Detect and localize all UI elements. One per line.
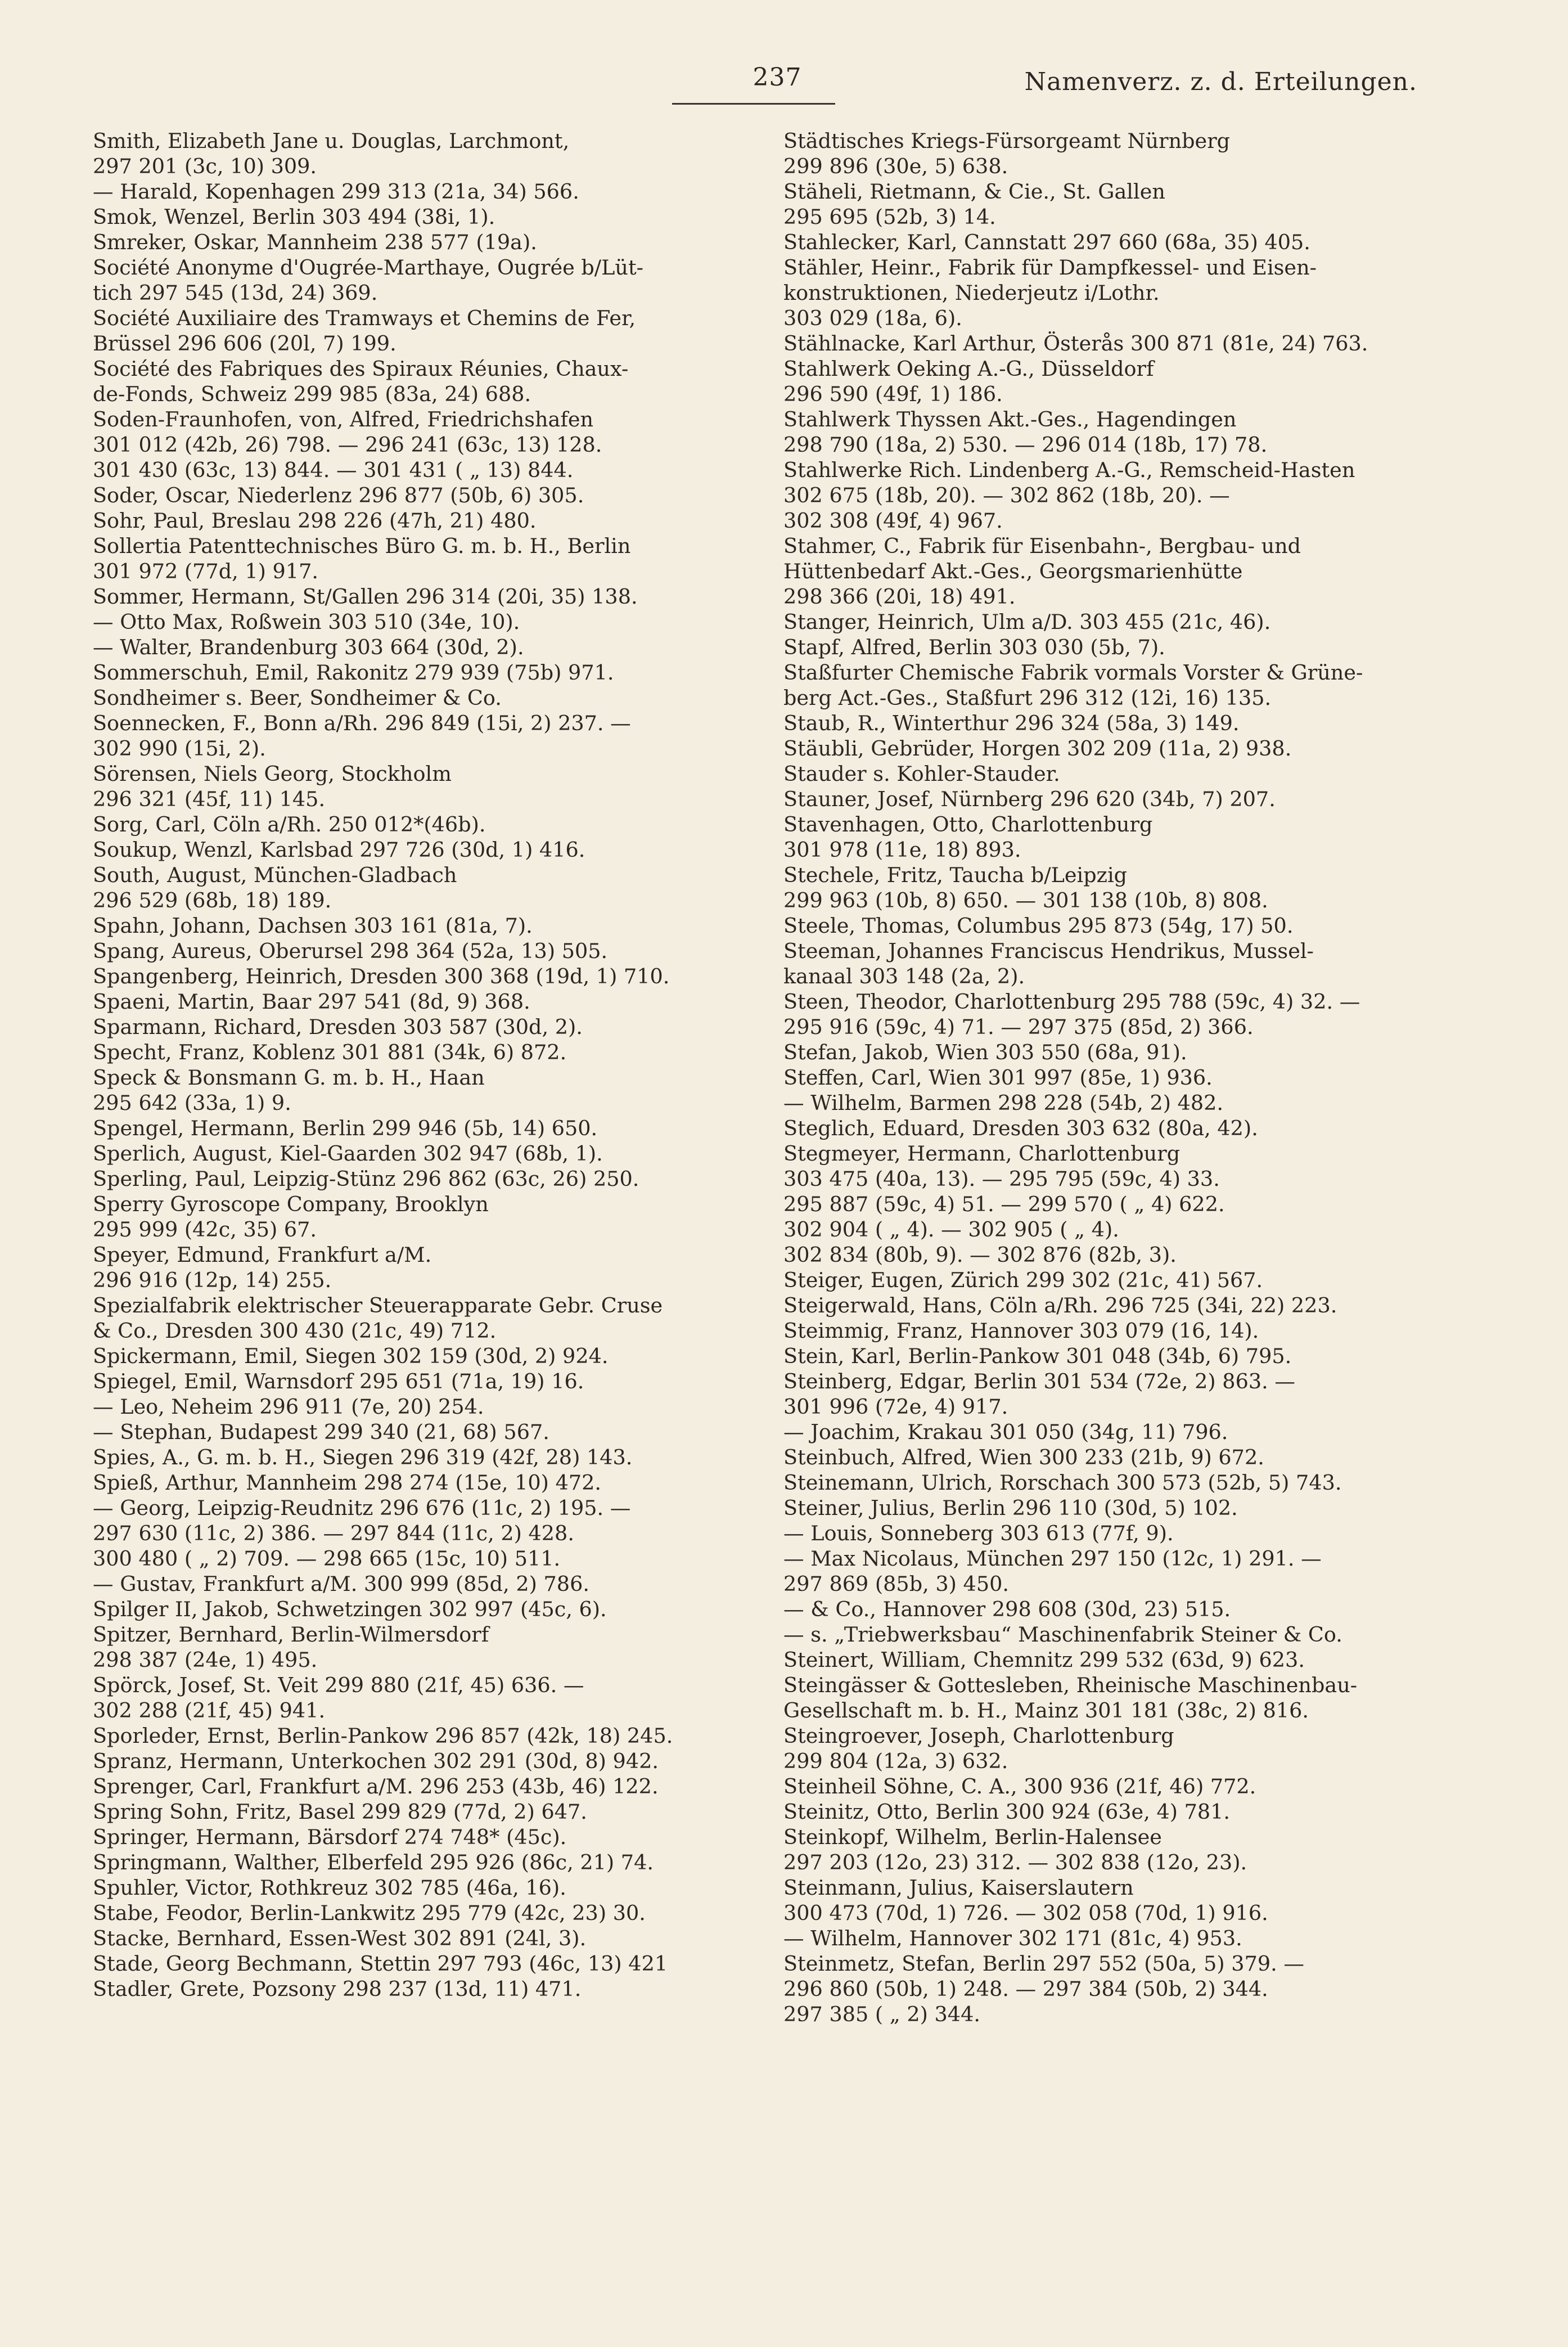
- entry-continuation-line: 301 012 (42b, 26) 798. — 296 241 (63c, 13) 128.: [93, 433, 602, 457]
- index-entry: [783, 255, 1436, 331]
- index-entry: [783, 635, 1436, 660]
- entry-line: Sollertia Patenttechnisches Büro G. m. b. H., Berlin: [93, 534, 631, 558]
- entry-line: Stacke, Bernhard, Essen-West 302 891 (24l, 3).: [93, 1926, 587, 1950]
- index-entry: [783, 230, 1436, 255]
- entry-line: Sondheimer s. Beer, Sondheimer & Co.: [93, 686, 502, 710]
- entry-line: — Georg, Leipzig-Reudnitz 296 676 (11c, 2) 195. —: [93, 1496, 631, 1520]
- index-entry: [783, 1647, 1436, 1672]
- index-entry: [783, 407, 1436, 457]
- entry-line: Spahn, Johann, Dachsen 303 161 (81a, 7).: [93, 914, 533, 938]
- index-entry: [783, 128, 1436, 179]
- entry-line: Société Anonyme d'Ougrée-Marthaye, Ougrée b/Lüt-: [93, 255, 644, 280]
- entry-line: Spitzer, Bernhard, Berlin-Wilmersdorf: [93, 1622, 489, 1647]
- entry-line: Steinitz, Otto, Berlin 300 924 (63e, 4) 781.: [783, 1800, 1231, 1824]
- entry-continuation-line: 300 480 ( „ 2) 709. — 298 665 (15c, 10) 511.: [93, 1546, 561, 1571]
- index-entry: [93, 584, 745, 609]
- index-entry: [783, 1521, 1436, 1546]
- entry-continuation-line: kanaal 303 148 (2a, 2).: [783, 964, 1025, 988]
- entry-line: Spengel, Hermann, Berlin 299 946 (5b, 14) 650.: [93, 1116, 598, 1140]
- index-entry: [783, 356, 1436, 407]
- entry-line: Springer, Hermann, Bärsdorf 274 748* (45c).: [93, 1825, 567, 1849]
- index-entry: [93, 407, 745, 483]
- index-entry: [93, 1343, 745, 1369]
- index-entry: [93, 483, 745, 508]
- entry-line: Spilger II, Jakob, Schwetzingen 302 997 (45c, 6).: [93, 1597, 607, 1621]
- entry-line: Steinmann, Julius, Kaiserslautern: [783, 1876, 1134, 1900]
- index-entry: [93, 1141, 745, 1166]
- index-entry: [93, 1875, 745, 1900]
- entry-line: Springmann, Walther, Elberfeld 295 926 (86c, 21) 74.: [93, 1850, 654, 1874]
- index-entry: [783, 1267, 1436, 1293]
- entry-continuation-line: 296 321 (45f, 11) 145.: [93, 787, 326, 811]
- index-entry: [783, 1065, 1436, 1090]
- entry-line: Sparmann, Richard, Dresden 303 587 (30d, 2).: [93, 1015, 583, 1039]
- index-entry: [783, 786, 1436, 812]
- entry-continuation-line: 302 990 (15i, 2).: [93, 736, 266, 761]
- entry-line: Stavenhagen, Otto, Charlottenburg: [783, 812, 1153, 837]
- entry-line: Spezialfabrik elektrischer Steuerapparate Gebr. Cruse: [93, 1293, 663, 1318]
- index-entry: [783, 609, 1436, 635]
- index-entry: [93, 255, 745, 305]
- entry-continuation-line: Hüttenbedarf Akt.-Ges., Georgsmarienhütte: [783, 559, 1243, 583]
- entry-continuation-line: 295 642 (33a, 1) 9.: [93, 1091, 291, 1115]
- entry-line: Soder, Oscar, Niederlenz 296 877 (50b, 6) 305.: [93, 483, 584, 507]
- index-entry: [783, 1343, 1436, 1369]
- entry-line: Steen, Theodor, Charlottenburg 295 788 (59c, 4) 32. —: [783, 990, 1360, 1014]
- entry-line: Staßfurter Chemische Fabrik vormals Vorster & Grüne-: [783, 660, 1363, 685]
- entry-continuation-line: 303 029 (18a, 6).: [783, 306, 962, 330]
- entry-line: Steimmig, Franz, Hannover 303 079 (16, 14).: [783, 1319, 1259, 1343]
- entry-line: Stanger, Heinrich, Ulm a/D. 303 455 (21c, 46).: [783, 610, 1271, 634]
- entry-continuation-line: 298 366 (20i, 18) 491.: [783, 584, 1016, 609]
- index-entry: [783, 1293, 1436, 1318]
- entry-line: — Harald, Kopenhagen 299 313 (21a, 34) 566.: [93, 179, 579, 204]
- entry-line: Stapf, Alfred, Berlin 303 030 (5b, 7).: [783, 635, 1165, 659]
- index-entry: [93, 1394, 745, 1419]
- entry-line: — Stephan, Budapest 299 340 (21, 68) 567.: [93, 1420, 549, 1444]
- index-entry: [783, 711, 1436, 736]
- entry-continuation-line: 297 203 (12o, 23) 312. — 302 838 (12o, 23).: [783, 1850, 1247, 1874]
- entry-line: Speyer, Edmund, Frankfurt a/M.: [93, 1243, 432, 1267]
- entry-line: Steele, Thomas, Columbus 295 873 (54g, 17) 50.: [783, 914, 1294, 938]
- entry-line: Sorg, Carl, Cöln a/Rh. 250 012*(46b).: [93, 812, 486, 837]
- index-entry: [783, 1597, 1436, 1622]
- header-rule: [672, 103, 835, 105]
- entry-line: Sprenger, Carl, Frankfurt a/M. 296 253 (43b, 46) 122.: [93, 1774, 659, 1799]
- index-entry: [783, 1141, 1436, 1267]
- entry-line: Soukup, Wenzl, Karlsbad 297 726 (30d, 1) 416.: [93, 838, 585, 862]
- entry-continuation-line: 302 834 (80b, 9). — 302 876 (82b, 3).: [783, 1243, 1177, 1267]
- entry-line: Sohr, Paul, Breslau 298 226 (47h, 21) 480.: [93, 509, 537, 533]
- entry-line: Stegmeyer, Hermann, Charlottenburg: [783, 1141, 1180, 1166]
- entry-continuation-line: 295 695 (52b, 3) 14.: [783, 205, 996, 229]
- entry-continuation-line: Brüssel 296 606 (20l, 7) 199.: [93, 331, 396, 356]
- index-entry: [783, 1445, 1436, 1470]
- entry-line: Steingässer & Gottesleben, Rheinische Maschinenbau-: [783, 1673, 1358, 1697]
- entry-continuation-line: 297 630 (11c, 2) 386. — 297 844 (11c, 2) 428.: [93, 1521, 574, 1545]
- entry-continuation-line: 298 387 (24e, 1) 495.: [93, 1648, 318, 1672]
- entry-line: Stahlecker, Karl, Cannstatt 297 660 (68a, 35) 405.: [783, 230, 1310, 254]
- index-entry: [93, 609, 745, 635]
- index-entry: [783, 1318, 1436, 1343]
- entry-line: Steglich, Eduard, Dresden 303 632 (80a, 42).: [783, 1116, 1258, 1140]
- entry-line: Staub, R., Winterthur 296 324 (58a, 3) 149.: [783, 711, 1240, 735]
- entry-line: Stefan, Jakob, Wien 303 550 (68a, 91).: [783, 1040, 1187, 1064]
- entry-line: Spuhler, Victor, Rothkreuz 302 785 (46a, 16).: [93, 1876, 566, 1900]
- entry-line: Steinert, William, Chemnitz 299 532 (63d, 9) 623.: [783, 1648, 1305, 1672]
- entry-continuation-line: 299 896 (30e, 5) 638.: [783, 154, 1008, 178]
- index-entry: [93, 128, 745, 179]
- index-entry: [93, 305, 745, 356]
- right-column: [783, 128, 1436, 2027]
- entry-continuation-line: 301 978 (11e, 18) 893.: [783, 838, 1021, 862]
- entry-continuation-line: 301 996 (72e, 4) 917.: [783, 1395, 1008, 1419]
- index-entry: [783, 1799, 1436, 1824]
- entry-line: — Max Nicolaus, München 297 150 (12c, 1) 291. —: [783, 1546, 1322, 1571]
- index-entry: [93, 635, 745, 660]
- index-entry: [93, 1622, 745, 1672]
- index-entry: [93, 1116, 745, 1141]
- entry-continuation-line: 301 972 (77d, 1) 917.: [93, 559, 318, 583]
- entry-continuation-line: 299 963 (10b, 8) 650. — 301 138 (10b, 8) 808.: [783, 888, 1268, 912]
- index-entry: [93, 1495, 745, 1571]
- entry-line: — s. „Triebwerksbau“ Maschinenfabrik Steiner & Co.: [783, 1622, 1342, 1647]
- index-entry: [783, 1116, 1436, 1141]
- index-entry: [783, 989, 1436, 1040]
- entry-line: Speck & Bonsmann G. m. b. H., Haan: [93, 1065, 485, 1090]
- entry-continuation-line: 298 790 (18a, 2) 530. — 296 014 (18b, 17) 78.: [783, 433, 1268, 457]
- index-entry: [783, 1875, 1436, 1926]
- entry-line: Stabe, Feodor, Berlin-Lankwitz 295 779 (42c, 23) 30.: [93, 1901, 646, 1925]
- index-entry: [93, 660, 745, 685]
- entry-line: Steigerwald, Hans, Cöln a/Rh. 296 725 (34i, 22) 223.: [783, 1293, 1337, 1318]
- entry-line: Stahlwerk Thyssen Akt.-Ges., Hagendingen: [783, 407, 1237, 431]
- index-entry: [93, 685, 745, 711]
- index-entry: [93, 508, 745, 533]
- entry-continuation-line: konstruktionen, Niederjeutz i/Lothr.: [783, 281, 1160, 305]
- entry-line: Stähler, Heinr., Fabrik für Dampfkessel- und Eisen-: [783, 255, 1317, 280]
- entry-line: Spickermann, Emil, Siegen 302 159 (30d, 2) 924.: [93, 1344, 609, 1368]
- entry-line: Société Auxiliaire des Tramways et Chemins de Fer,: [93, 306, 636, 330]
- index-entry: [783, 1419, 1436, 1445]
- index-entry: [783, 179, 1436, 230]
- entry-continuation-line: 300 473 (70d, 1) 726. — 302 058 (70d, 1) 916.: [783, 1901, 1268, 1925]
- index-entry: [783, 660, 1436, 711]
- entry-line: Steinkopf, Wilhelm, Berlin-Halensee: [783, 1825, 1162, 1849]
- entry-continuation-line: Gesellschaft m. b. H., Mainz 301 181 (38c, 2) 816.: [783, 1698, 1309, 1723]
- index-entry: [93, 1293, 745, 1343]
- index-entry: [93, 1774, 745, 1799]
- index-entry: [93, 989, 745, 1014]
- entry-line: Specht, Franz, Koblenz 301 881 (34k, 6) 872.: [93, 1040, 567, 1064]
- entry-line: Spiegel, Emil, Warnsdorf 295 651 (71a, 19) 16.: [93, 1369, 584, 1393]
- index-entry: [93, 1419, 745, 1445]
- index-entry: [783, 331, 1436, 356]
- index-entry: [93, 179, 745, 204]
- index-entry: [93, 230, 745, 255]
- index-entry: [783, 457, 1436, 533]
- index-entry: [93, 356, 745, 407]
- entry-continuation-line: 296 916 (12p, 14) 255.: [93, 1268, 332, 1292]
- entry-line: Spies, A., G. m. b. H., Siegen 296 319 (42f, 28) 143.: [93, 1445, 633, 1469]
- entry-line: — Leo, Neheim 296 911 (7e, 20) 254.: [93, 1395, 484, 1419]
- entry-line: Steinmetz, Stefan, Berlin 297 552 (50a, 5) 379. —: [783, 1952, 1304, 1976]
- index-entry: [783, 1369, 1436, 1419]
- entry-line: Sperling, Paul, Leipzig-Stünz 296 862 (63c, 26) 250.: [93, 1167, 639, 1191]
- entry-line: — Otto Max, Roßwein 303 510 (34e, 10).: [93, 610, 520, 634]
- index-entry: [93, 1976, 745, 2002]
- index-entry: [783, 1622, 1436, 1647]
- entry-continuation-line: 302 308 (49f, 4) 967.: [783, 509, 1003, 533]
- entry-line: Stade, Georg Bechmann, Stettin 297 793 (46c, 13) 421: [93, 1952, 668, 1976]
- index-entry: [93, 812, 745, 837]
- index-entry: [783, 533, 1436, 609]
- entry-line: Spranz, Hermann, Unterkochen 302 291 (30d, 8) 942.: [93, 1749, 659, 1773]
- index-entry: [93, 711, 745, 761]
- index-entry: [783, 913, 1436, 938]
- entry-line: Sporleder, Ernst, Berlin-Pankow 296 857 (42k, 18) 245.: [93, 1724, 673, 1748]
- entry-continuation-line: 295 999 (42c, 35) 67.: [93, 1217, 317, 1242]
- entry-line: Stahlwerke Rich. Lindenberg A.-G., Remscheid-Hasten: [783, 458, 1355, 482]
- entry-line: Sommer, Hermann, St/Gallen 296 314 (20i, 35) 138.: [93, 584, 638, 609]
- index-entry: [93, 1850, 745, 1875]
- index-entry: [93, 1926, 745, 1951]
- index-entry: [93, 1900, 745, 1926]
- index-entry: [93, 1748, 745, 1774]
- entry-line: Spieß, Arthur, Mannheim 298 274 (15e, 10) 472.: [93, 1471, 602, 1495]
- entry-line: South, August, München-Gladbach: [93, 863, 457, 887]
- entry-continuation-line: 297 201 (3c, 10) 309.: [93, 154, 317, 178]
- index-entry: [93, 1065, 745, 1116]
- entry-line: Smith, Elizabeth Jane u. Douglas, Larchmont,: [93, 129, 570, 153]
- entry-line: Stadler, Grete, Pozsony 298 237 (13d, 11) 471.: [93, 1977, 582, 2001]
- entry-line: Steinbuch, Alfred, Wien 300 233 (21b, 9) 672.: [783, 1445, 1264, 1469]
- index-entry: [783, 1926, 1436, 1951]
- index-entry: [93, 1470, 745, 1495]
- index-entry: [93, 1369, 745, 1394]
- index-entry: [783, 1672, 1436, 1723]
- entry-continuation-line: 297 869 (85b, 3) 450.: [783, 1572, 1009, 1596]
- entry-continuation-line: 303 475 (40a, 13). — 295 795 (59c, 4) 33.: [783, 1167, 1220, 1191]
- entry-line: — Joachim, Krakau 301 050 (34g, 11) 796.: [783, 1420, 1228, 1444]
- index-entry: [93, 913, 745, 938]
- index-entry: [783, 1495, 1436, 1521]
- index-entry: [93, 862, 745, 913]
- entry-line: — Gustav, Frankfurt a/M. 300 999 (85d, 2) 786.: [93, 1572, 589, 1596]
- entry-line: Spring Sohn, Fritz, Basel 299 829 (77d, 2) 647.: [93, 1800, 587, 1824]
- entry-continuation-line: de-Fonds, Schweiz 299 985 (83a, 24) 688.: [93, 382, 531, 406]
- index-entry: [93, 761, 745, 812]
- entry-continuation-line: 295 916 (59c, 4) 71. — 297 375 (85d, 2) 366.: [783, 1015, 1254, 1039]
- entry-continuation-line: 296 860 (50b, 1) 248. — 297 384 (50b, 2) 344.: [783, 1977, 1268, 2001]
- entry-line: Sommerschuh, Emil, Rakonitz 279 939 (75b) 971.: [93, 660, 614, 685]
- entry-line: Stählnacke, Karl Arthur, Österås 300 871 (81e, 24) 763.: [783, 331, 1368, 356]
- entry-line: Steinberg, Edgar, Berlin 301 534 (72e, 2) 863. —: [783, 1369, 1295, 1393]
- index-entry: [783, 736, 1436, 761]
- entry-line: Steiger, Eugen, Zürich 299 302 (21c, 41) 567.: [783, 1268, 1263, 1292]
- entry-continuation-line: 297 385 ( „ 2) 344.: [783, 2002, 980, 2026]
- entry-line: — & Co., Hannover 298 608 (30d, 23) 515.: [783, 1597, 1231, 1621]
- entry-continuation-line: 295 887 (59c, 4) 51. — 299 570 ( „ 4) 622.: [783, 1192, 1225, 1216]
- index-entry: [93, 1723, 745, 1748]
- index-entry: [93, 964, 745, 989]
- entry-line: Sörensen, Niels Georg, Stockholm: [93, 762, 452, 786]
- page-number: 237: [753, 63, 802, 92]
- entry-line: Spang, Aureus, Oberursel 298 364 (52a, 13) 505.: [93, 939, 608, 963]
- index-entry: [93, 1014, 745, 1040]
- index-entry: [93, 1571, 745, 1597]
- entry-continuation-line: 296 590 (49f, 1) 186.: [783, 382, 1003, 406]
- entry-line: Stahmer, C., Fabrik für Eisenbahn-, Bergbau- und: [783, 534, 1301, 558]
- entry-line: Stauner, Josef, Nürnberg 296 620 (34b, 7) 207.: [783, 787, 1276, 811]
- entry-continuation-line: berg Act.-Ges., Staßfurt 296 312 (12i, 16) 135.: [783, 686, 1272, 710]
- entry-line: Stein, Karl, Berlin-Pankow 301 048 (34b, 6) 795.: [783, 1344, 1292, 1368]
- index-entry: [93, 1824, 745, 1850]
- index-entry: [783, 1824, 1436, 1875]
- entry-continuation-line: 302 675 (18b, 20). — 302 862 (18b, 20). —: [783, 483, 1230, 507]
- index-entry: [93, 1672, 745, 1723]
- index-entry: [93, 1166, 745, 1192]
- entry-line: — Wilhelm, Hannover 302 171 (81c, 4) 953.: [783, 1926, 1242, 1950]
- index-entry: [783, 761, 1436, 786]
- index-entry: [93, 837, 745, 862]
- index-entry: [783, 1090, 1436, 1116]
- index-entry: [783, 938, 1436, 989]
- index-entry: [783, 1774, 1436, 1799]
- entry-line: Stechele, Fritz, Taucha b/Leipzig: [783, 863, 1128, 887]
- entry-continuation-line: 301 430 (63c, 13) 844. — 301 431 ( „ 13) 844.: [93, 458, 574, 482]
- index-entry: [783, 812, 1436, 862]
- index-entry: [783, 862, 1436, 913]
- index-entry: [93, 1040, 745, 1065]
- entry-line: Smreker, Oskar, Mannheim 238 577 (19a).: [93, 230, 537, 254]
- index-entry: [783, 1470, 1436, 1495]
- entry-line: Steinheil Söhne, C. A., 300 936 (21f, 46) 772.: [783, 1774, 1256, 1799]
- index-entry: [783, 1723, 1436, 1774]
- entry-line: Steeman, Johannes Franciscus Hendrikus, Mussel-: [783, 939, 1314, 963]
- entry-line: Smok, Wenzel, Berlin 303 494 (38i, 1).: [93, 205, 495, 229]
- entry-line: Spörck, Josef, St. Veit 299 880 (21f, 45) 636. —: [93, 1673, 584, 1697]
- entry-continuation-line: 299 804 (12a, 3) 632.: [783, 1749, 1008, 1773]
- index-entry: [93, 1192, 745, 1242]
- entry-line: Stäubli, Gebrüder, Horgen 302 209 (11a, 2) 938.: [783, 736, 1292, 761]
- index-entry: [93, 1951, 745, 1976]
- index-entry: [93, 533, 745, 584]
- entry-line: Stahlwerk Oeking A.-G., Düsseldorf: [783, 357, 1154, 381]
- entry-line: Steiner, Julius, Berlin 296 110 (30d, 5) 102.: [783, 1496, 1238, 1520]
- entry-line: Sperlich, August, Kiel-Gaarden 302 947 (68b, 1).: [93, 1141, 603, 1166]
- entry-line: — Louis, Sonneberg 303 613 (77f, 9).: [783, 1521, 1174, 1545]
- index-entry: [93, 1597, 745, 1622]
- entry-line: — Wilhelm, Barmen 298 228 (54b, 2) 482.: [783, 1091, 1224, 1115]
- running-head: Namenverz. z. d. Erteilungen.: [1024, 68, 1417, 96]
- index-entry: [783, 1951, 1436, 2027]
- entry-continuation-line: tich 297 545 (13d, 24) 369.: [93, 281, 378, 305]
- entry-line: Spangenberg, Heinrich, Dresden 300 368 (19d, 1) 710.: [93, 964, 670, 988]
- index-entry: [93, 938, 745, 964]
- index-entry: [93, 1445, 745, 1470]
- entry-continuation-line: & Co., Dresden 300 430 (21c, 49) 712.: [93, 1319, 497, 1343]
- index-entry: [93, 1242, 745, 1293]
- entry-line: Spaeni, Martin, Baar 297 541 (8d, 9) 368.: [93, 990, 530, 1014]
- entry-line: Sperry Gyroscope Company, Brooklyn: [93, 1192, 489, 1216]
- entry-line: Stäheli, Rietmann, & Cie., St. Gallen: [783, 179, 1165, 204]
- entry-line: Soennecken, F., Bonn a/Rh. 296 849 (15i, 2) 237. —: [93, 711, 631, 735]
- index-entry: [93, 1799, 745, 1824]
- entry-continuation-line: 296 529 (68b, 18) 189.: [93, 888, 332, 912]
- entry-line: Städtisches Kriegs-Fürsorgeamt Nürnberg: [783, 129, 1231, 153]
- entry-line: — Walter, Brandenburg 303 664 (30d, 2).: [93, 635, 524, 659]
- entry-line: Soden-Fraunhofen, von, Alfred, Friedrichshafen: [93, 407, 594, 431]
- index-entry: [93, 204, 745, 230]
- entry-line: Société des Fabriques des Spiraux Réunies, Chaux-: [93, 357, 629, 381]
- entry-continuation-line: 302 904 ( „ 4). — 302 905 ( „ 4).: [783, 1217, 1119, 1242]
- entry-line: Steffen, Carl, Wien 301 997 (85e, 1) 936.: [783, 1065, 1213, 1090]
- entry-line: Steinemann, Ulrich, Rorschach 300 573 (52b, 5) 743.: [783, 1471, 1342, 1495]
- entry-line: Steingroever, Joseph, Charlottenburg: [783, 1724, 1174, 1748]
- entry-continuation-line: 302 288 (21f, 45) 941.: [93, 1698, 326, 1723]
- index-entry: [783, 1546, 1436, 1597]
- index-entry: [783, 1040, 1436, 1065]
- left-column: [93, 128, 745, 2002]
- entry-line: Stauder s. Kohler-Stauder.: [783, 762, 1060, 786]
